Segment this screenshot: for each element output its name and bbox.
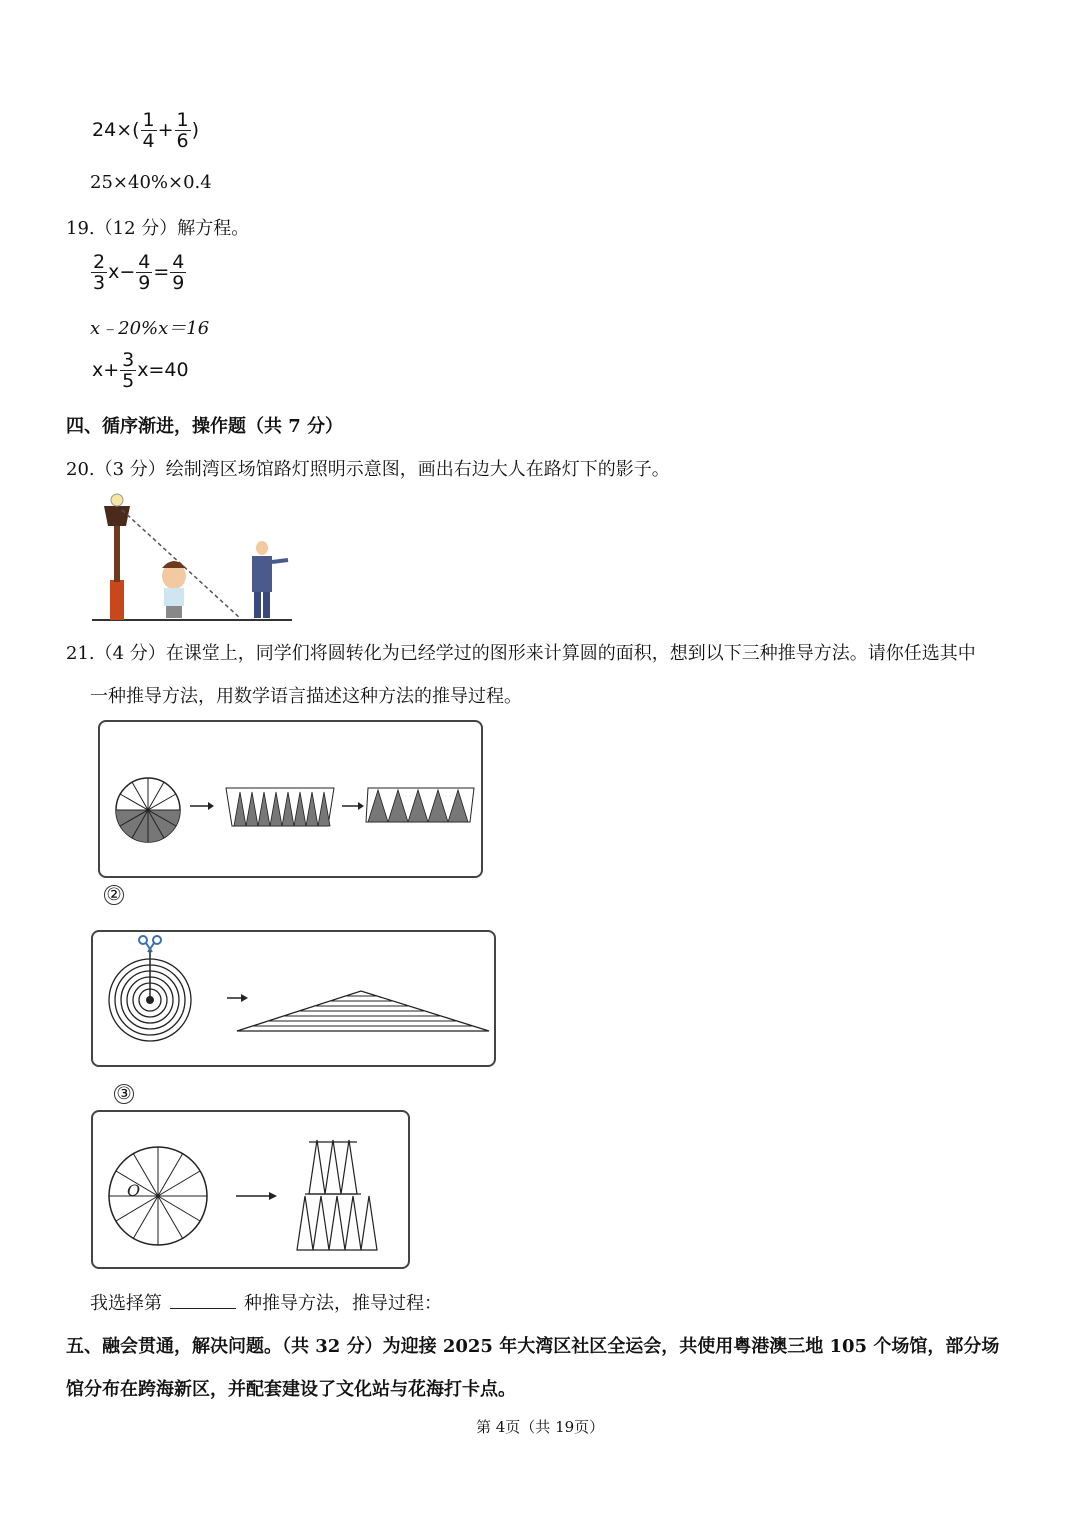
equation-1 <box>90 252 187 293</box>
section-5-line-1: 五、融会贯通，解决问题。（共 32 分）为迎接 2025 年大湾区社区全运会，共使用粤港澳三地 105 个场馆，部分场 <box>66 1336 1000 1357</box>
frac-den: 5 <box>122 370 135 392</box>
frac-den: 3 <box>93 272 106 294</box>
fraction <box>141 110 157 151</box>
method-3-diagram <box>91 1110 406 1265</box>
page-footer: 第 4页（共 19页） <box>476 1418 605 1436</box>
frac-num: 2 <box>93 251 106 273</box>
frac-num: 1 <box>142 109 155 131</box>
method-2-diagram <box>91 930 492 1063</box>
frac-num: 1 <box>176 109 189 131</box>
question-19-title: 19.（12 分）解方程。 <box>66 218 250 239</box>
eq1-mid: x− <box>108 261 136 283</box>
question-21-line-1: 21.（4 分）在课堂上，同学们将圆转化为已经学过的图形来计算圆的面积，想到以下三种推导方法。请你任选其中 <box>66 643 976 664</box>
equation-3 <box>92 350 189 391</box>
frac-num: 4 <box>138 251 151 273</box>
calc-expr-2: 25×40%×0.4 <box>90 172 212 193</box>
fraction <box>170 252 186 293</box>
answer-suffix: 种推导方法，推导过程： <box>244 1293 442 1314</box>
eq3-post: x=40 <box>137 359 189 381</box>
answer-prefix: 我选择第 <box>90 1293 162 1314</box>
frac-den: 9 <box>172 272 185 294</box>
method-3-label: ③ <box>114 1084 134 1104</box>
eq1-equals: = <box>153 261 170 283</box>
circle-center-label: O <box>127 1181 141 1200</box>
frac-den: 6 <box>176 130 189 152</box>
frac-den: 9 <box>138 272 151 294</box>
expr1-close: ) <box>191 119 200 141</box>
scissors-icon <box>139 936 161 952</box>
eq3-pre: x+ <box>92 359 120 381</box>
expr1-plus: + <box>157 119 174 141</box>
frac-den: 4 <box>142 130 155 152</box>
question-20-title: 20.（3 分）绘制湾区场馆路灯照明示意图，画出右边大人在路灯下的影子。 <box>66 459 670 480</box>
frac-num: 4 <box>172 251 185 273</box>
answer-line <box>90 1289 442 1315</box>
fraction <box>120 350 136 391</box>
frac-num: 3 <box>122 349 135 371</box>
fraction <box>175 110 191 151</box>
method-number-blank[interactable] <box>170 1292 236 1309</box>
expr1-open: ( <box>132 119 140 141</box>
method-2-label: ② <box>104 885 124 905</box>
method-1-diagram <box>98 720 479 874</box>
street-lamp-illustration <box>92 488 292 628</box>
section-4-title: 四、循序渐进，操作题（共 7 分） <box>66 416 344 437</box>
section-5-line-2: 馆分布在跨海新区，并配套建设了文化站与花海打卡点。 <box>66 1379 516 1400</box>
calc-expr-1 <box>92 110 199 151</box>
fraction <box>136 252 152 293</box>
question-21-line-2: 一种推导方法，用数学语言描述这种方法的推导过程。 <box>90 686 522 707</box>
fraction <box>91 252 107 293</box>
expr1-whole: 24 <box>92 119 117 141</box>
equation-2: x﹣20%x＝16 <box>90 318 210 339</box>
expr1-times: × <box>116 119 133 141</box>
